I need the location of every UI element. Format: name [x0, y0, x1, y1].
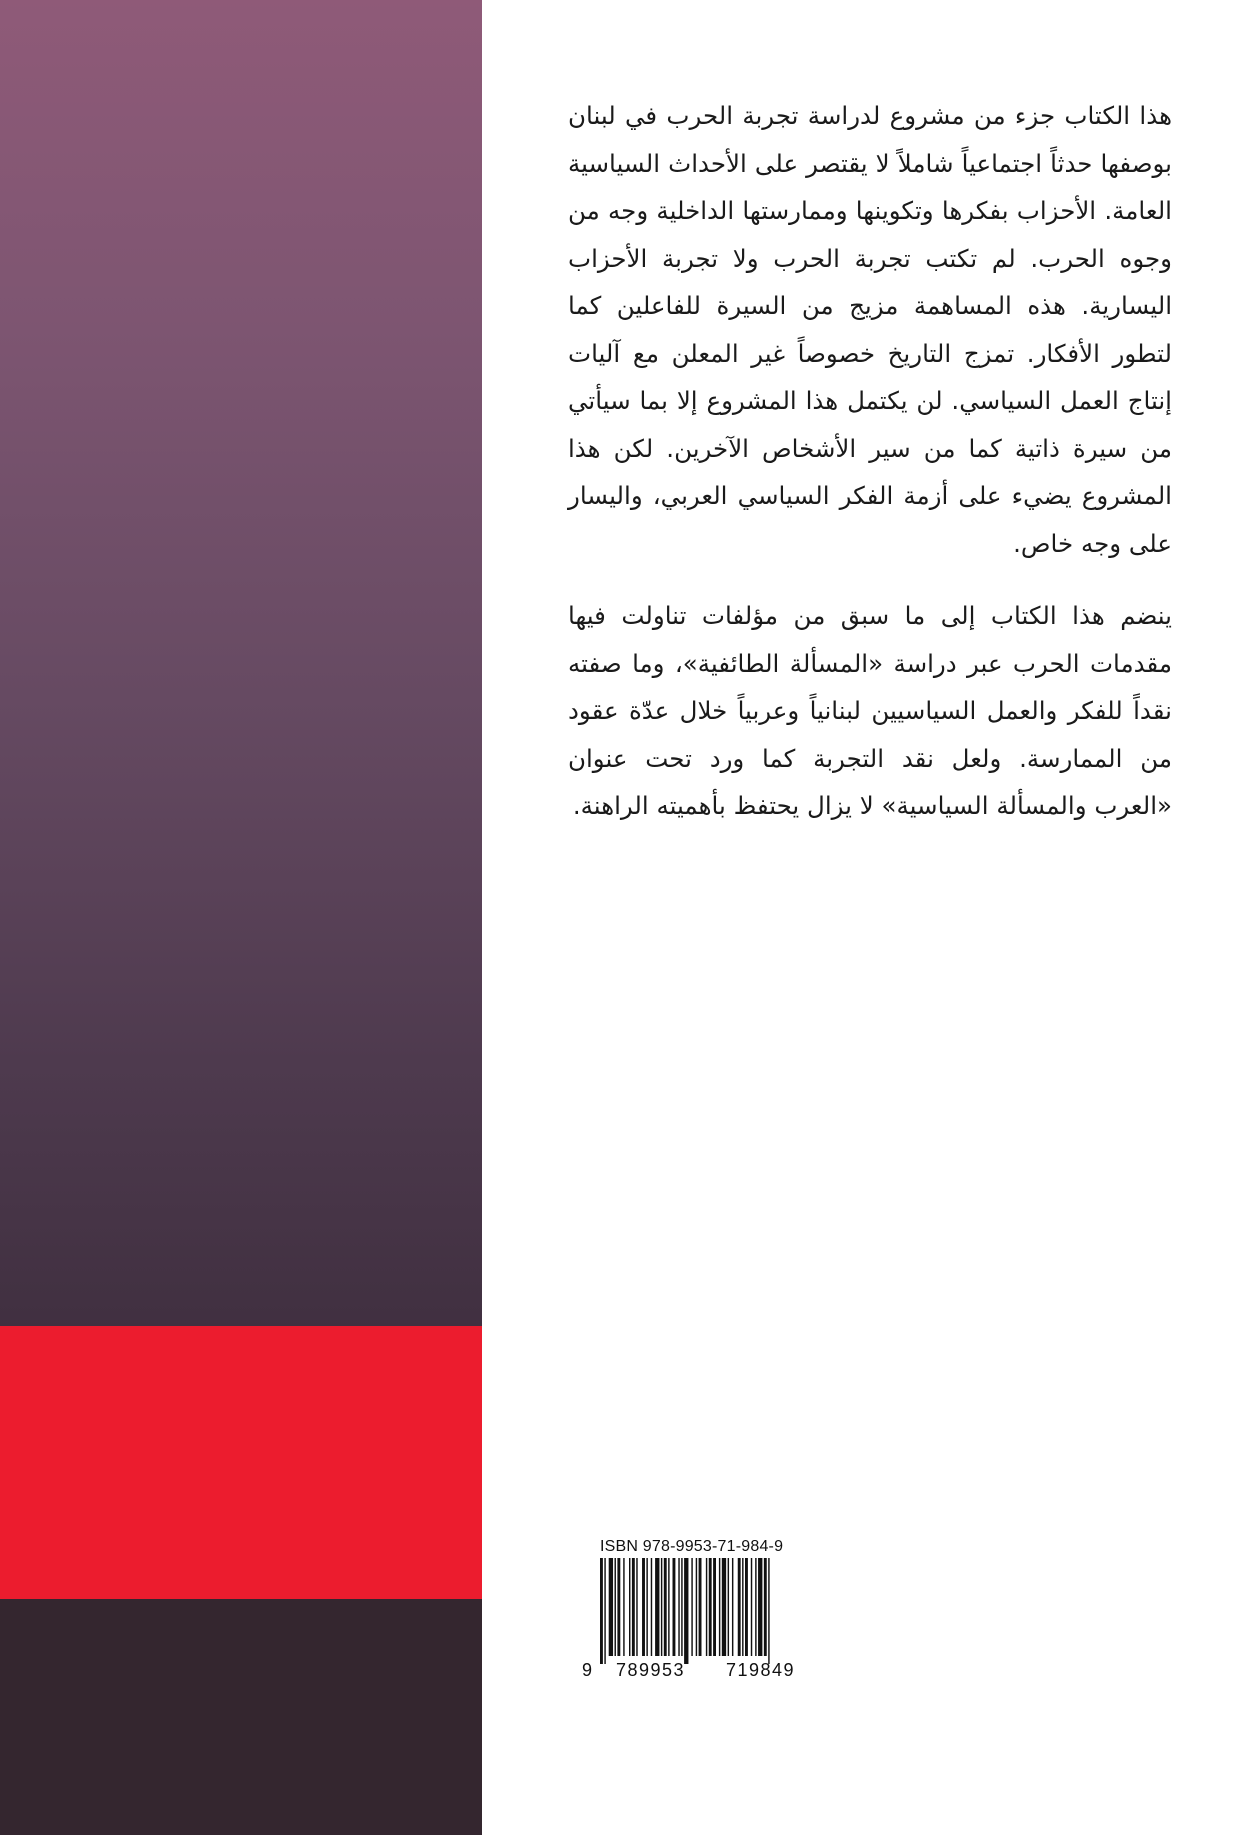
barcode-bar: [709, 1558, 712, 1656]
barcode-bar: [719, 1558, 720, 1656]
barcode-bar: [722, 1558, 726, 1656]
barcode-bar: [681, 1558, 682, 1656]
barcode-bar: [668, 1558, 669, 1656]
dark-bottom-band: [0, 1599, 482, 1835]
red-band: [0, 1326, 482, 1599]
isbn-label: ISBN 978-9953-71-984-9: [600, 1538, 784, 1555]
barcode-bar: [758, 1558, 762, 1656]
blurb-paragraph-2: ينضم هذا الكتاب إلى ما سبق من مؤلفات تناولت فيها مقدمات الحرب عبر دراسة «المسألة الطائفية»، وما صفته نقداً للفكر والعمل السياسيين لبنانياً وعربياً خلال عدّة عقود من الممارسة. ولعل نقد التجربة كما ورد تحت عنوان «العرب والمسألة السياسية» لا يزال يحتفظ بأهميته الراهنة.: [568, 601, 1172, 820]
barcode-bar: [673, 1558, 676, 1656]
barcode-bar: [678, 1558, 679, 1656]
barcode-bar: [751, 1558, 752, 1656]
barcode-bar: [696, 1558, 697, 1656]
barcode-bar: [636, 1558, 637, 1656]
barcode-bar: [632, 1558, 635, 1656]
barcode-bar: [600, 1558, 603, 1664]
barcode-bar: [728, 1558, 729, 1656]
barcode-bar: [664, 1558, 667, 1656]
barcode-bar: [713, 1558, 716, 1656]
barcode-bar: [604, 1558, 605, 1664]
barcode-bar: [738, 1558, 741, 1656]
isbn-barcode: [580, 1538, 852, 1680]
barcode-bar: [617, 1558, 620, 1656]
barcode-bar: [745, 1558, 748, 1656]
barcode-bar: [642, 1558, 645, 1656]
barcode-bar: [629, 1558, 630, 1656]
barcode-bar: [646, 1558, 647, 1656]
barcode-bar: [706, 1558, 707, 1656]
barcode-bar: [623, 1558, 624, 1656]
barcode-bar: [684, 1558, 688, 1664]
blurb-paragraph-1: هذا الكتاب جزء من مشروع لدراسة تجربة الحرب في لبنان بوصفها حدثاً اجتماعياً شاملاً لا يقتصر على الأحداث السياسية العامة. الأحزاب بفكرها وتكوينها وممارستها الداخلية وجه من وجوه الحرب. لم تكتب تجربة الحرب ولا تجربة الأحزاب اليسارية. هذه المساهمة مزيج من السيرة للفاعلين كما لتطور الأفكار. تمزج التاريخ خصوصاً غير المعلن مع آليات إنتاج العمل السياسي. لن يكتمل هذا المشروع إلا بما سيأتي من سيرة ذاتية كما من سير الأشخاص الآخرين. لكن هذا المشروع يضيء على أزمة الفكر السياسي العربي، واليسار على وجه خاص.: [568, 101, 1172, 558]
barcode-bar: [691, 1558, 692, 1656]
barcode-bar: [699, 1558, 702, 1656]
barcode-bar: [755, 1558, 756, 1656]
barcode-bar: [764, 1558, 767, 1656]
barcode-digits-left: 789953: [616, 1660, 686, 1680]
barcode-bar: [655, 1558, 659, 1656]
barcode-bar: [732, 1558, 733, 1656]
barcode-bar: [742, 1558, 743, 1656]
barcode-bar: [609, 1558, 613, 1656]
barcode-bar: [615, 1558, 616, 1656]
barcode-digits-right: 719849: [726, 1660, 796, 1680]
blurb-text-area: [568, 92, 1172, 830]
barcode-bar: [768, 1558, 769, 1664]
barcode-digit-lead: 9: [582, 1660, 594, 1680]
barcode-bar: [661, 1558, 662, 1656]
barcode-bar: [651, 1558, 652, 1656]
barcode-bars: [600, 1558, 820, 1664]
